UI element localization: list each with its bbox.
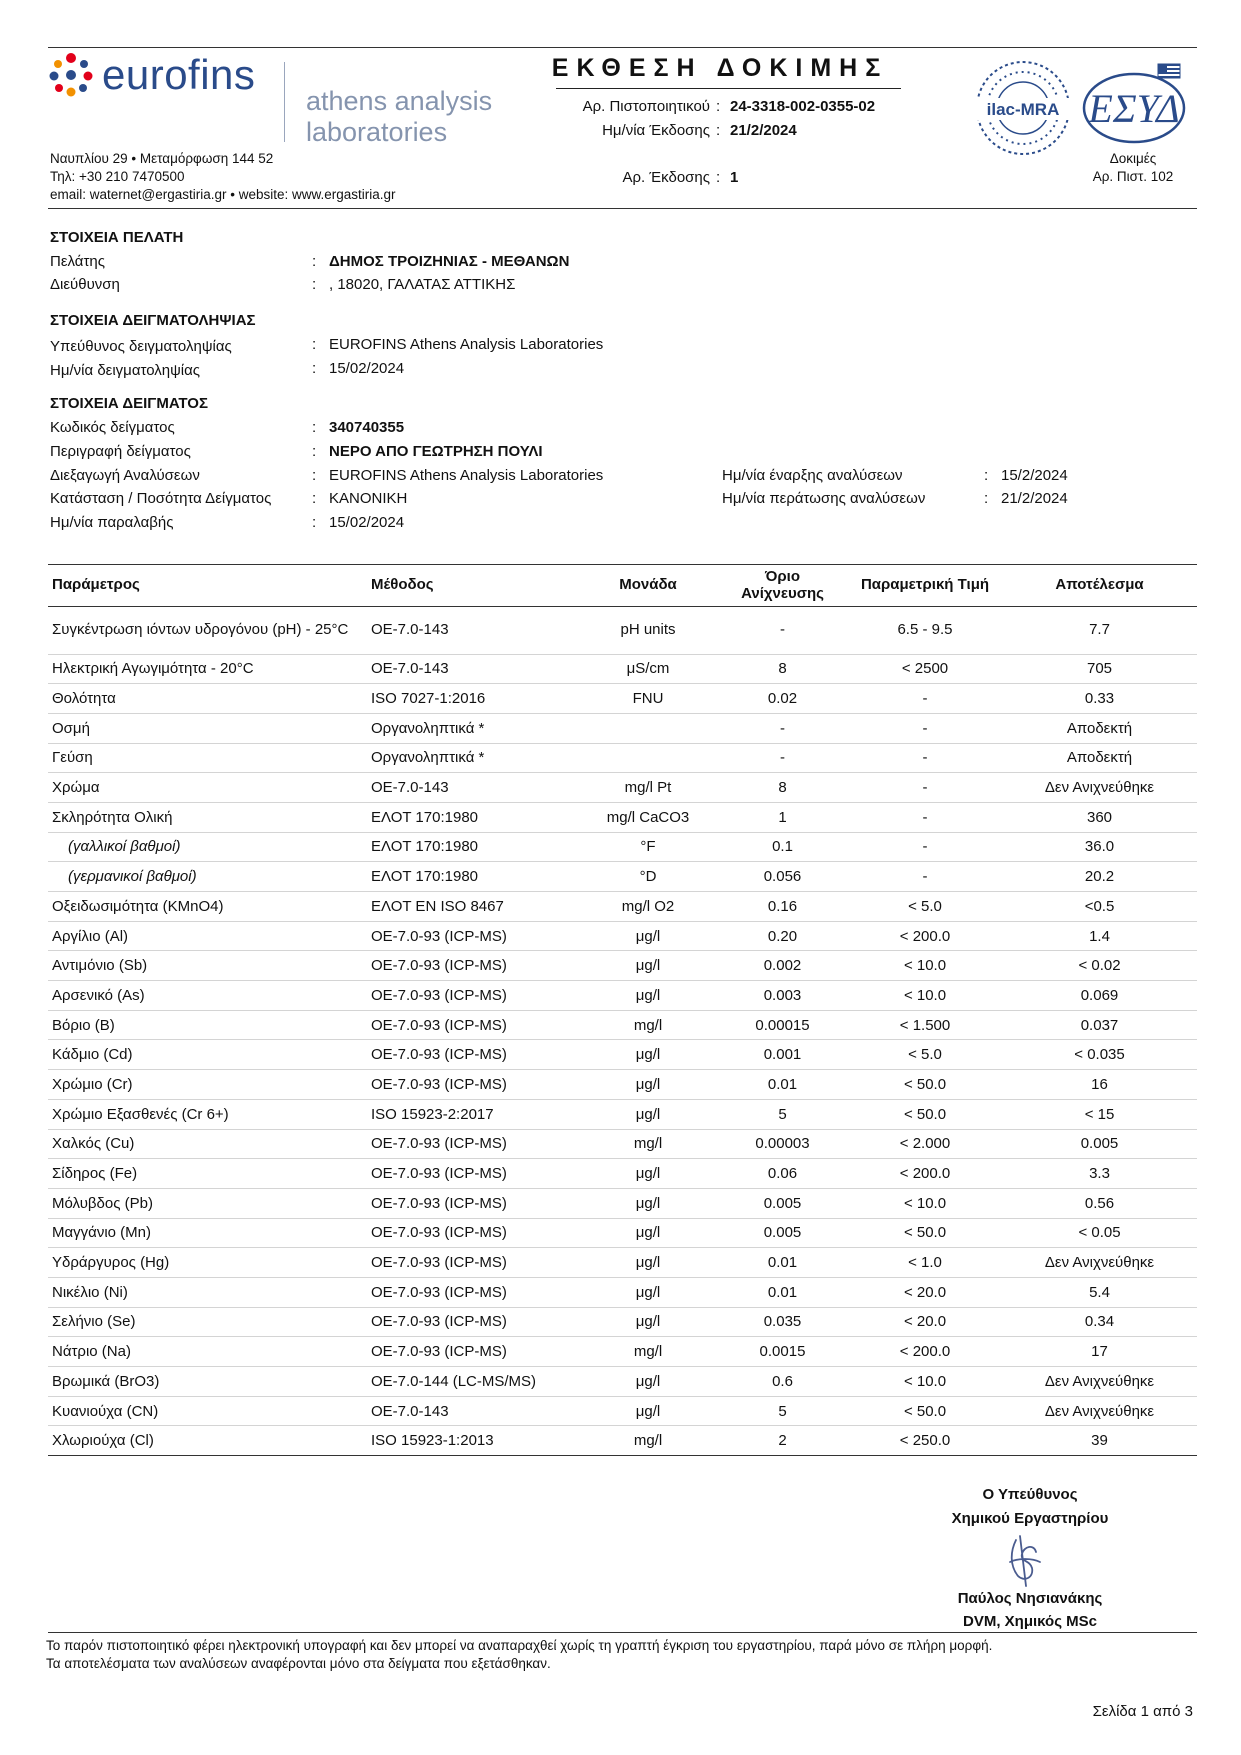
cell-result: 20.2 <box>1002 862 1197 892</box>
client-address-label: Διεύθυνση <box>50 276 120 293</box>
cell-limit: - <box>848 743 1002 773</box>
cell-limit: < 50.0 <box>848 1218 1002 1248</box>
received-label: Ημ/νία παραλαβής <box>50 514 174 531</box>
cell-limit: < 5.0 <box>848 1040 1002 1070</box>
client-name: ΔΗΜΟΣ ΤΡΟΙΖΗΝΙΑΣ - ΜΕΘΑΝΩΝ <box>329 253 570 270</box>
cell-result: Δεν Ανιχνεύθηκε <box>1002 1396 1197 1426</box>
colon: : <box>312 336 317 353</box>
cell-unit: μg/l <box>579 1277 717 1307</box>
header-lod-line2: Ανίχνευσης <box>741 584 824 602</box>
cell-limit: < 10.0 <box>848 951 1002 981</box>
cell-method: ΟΕ-7.0-93 (ICP-MS) <box>367 921 579 951</box>
cell-method: ΟΕ-7.0-93 (ICP-MS) <box>367 1188 579 1218</box>
cell-unit: μg/l <box>579 981 717 1011</box>
colon: : <box>312 514 317 531</box>
cell-method: ΟΕ-7.0-93 (ICP-MS) <box>367 1277 579 1307</box>
table-row <box>48 1337 1197 1367</box>
sample-desc-label: Περιγραφή δείγματος <box>50 443 191 460</box>
cell-result: Δεν Ανιχνεύθηκε <box>1002 1248 1197 1278</box>
cell-param: (γαλλικοί βαθμοί) <box>48 832 367 862</box>
sample-section-title: ΣΤΟΙΧΕΙΑ ΔΕΙΓΜΑΤΟΣ <box>50 395 208 412</box>
cell-result: 0.005 <box>1002 1129 1197 1159</box>
client-section-title: ΣΤΟΙΧΕΙΑ ΠΕΛΑΤΗ <box>50 229 184 246</box>
caption-line2: Αρ. Πιστ. 102 <box>1092 169 1174 184</box>
cell-result: 0.56 <box>1002 1188 1197 1218</box>
issue-date-label: Ημ/νία Έκδοσης <box>602 122 710 139</box>
cell-unit: mg/l <box>579 1129 717 1159</box>
cell-result: < 15 <box>1002 1099 1197 1129</box>
cell-unit: μg/l <box>579 1248 717 1278</box>
eurofins-logo <box>48 52 255 98</box>
cell-param: Χρώμιο (Cr) <box>48 1070 367 1100</box>
header-lod-line1: Όριο <box>765 567 800 585</box>
header-limit: Παραμετρική Τιμή <box>848 564 1002 606</box>
cell-unit: mg/l <box>579 1426 717 1456</box>
cell-limit: < 20.0 <box>848 1307 1002 1337</box>
colon: : <box>984 490 989 507</box>
table-header-row <box>48 564 1197 606</box>
cell-param: Χαλκός (Cu) <box>48 1129 367 1159</box>
cell-lod: 0.005 <box>717 1218 848 1248</box>
cell-lod: 0.6 <box>717 1367 848 1397</box>
cell-result: 39 <box>1002 1426 1197 1456</box>
analysis-start: 15/2/2024 <box>1001 467 1068 484</box>
cell-limit: < 10.0 <box>848 1188 1002 1218</box>
cell-result: Αποδεκτή <box>1002 713 1197 743</box>
cell-limit: < 2.000 <box>848 1129 1002 1159</box>
colon: : <box>312 443 317 460</box>
analysis-end: 21/2/2024 <box>1001 490 1068 507</box>
header-lod <box>717 564 848 606</box>
cell-result: < 0.05 <box>1002 1218 1197 1248</box>
cell-lod: 0.01 <box>717 1070 848 1100</box>
cell-unit: mg/l O2 <box>579 892 717 922</box>
handwritten-signature <box>996 1532 1056 1592</box>
cell-param: Χρώμιο Εξασθενές (Cr 6+) <box>48 1099 367 1129</box>
cell-lod: 0.005 <box>717 1188 848 1218</box>
cell-limit: - <box>848 684 1002 714</box>
title-underline <box>556 88 901 89</box>
cell-unit <box>579 713 717 743</box>
cell-param: Μαγγάνιο (Mn) <box>48 1218 367 1248</box>
cell-result: 0.037 <box>1002 1010 1197 1040</box>
table-row <box>48 981 1197 1011</box>
table-row <box>48 862 1197 892</box>
cell-unit: μg/l <box>579 1218 717 1248</box>
cell-result: Δεν Ανιχνεύθηκε <box>1002 1367 1197 1397</box>
cell-limit: - <box>848 713 1002 743</box>
cell-limit: - <box>848 773 1002 803</box>
cell-method: ΕΛΟΤ 170:1980 <box>367 832 579 862</box>
cell-lod: 0.00003 <box>717 1129 848 1159</box>
cell-lod: - <box>717 743 848 773</box>
cell-lod: 0.02 <box>717 684 848 714</box>
cell-method: ISO 15923-1:2013 <box>367 1426 579 1456</box>
cell-method: ΟΕ-7.0-93 (ICP-MS) <box>367 981 579 1011</box>
cell-unit <box>579 743 717 773</box>
cell-method: ΟΕ-7.0-93 (ICP-MS) <box>367 1129 579 1159</box>
cell-method: ΕΛΟΤ 170:1980 <box>367 862 579 892</box>
cell-param: Σκληρότητα Ολική <box>48 802 367 832</box>
cell-result: 7.7 <box>1002 606 1197 654</box>
logo-wordmark: eurofins <box>102 51 256 98</box>
cell-param: Γεύση <box>48 743 367 773</box>
table-row <box>48 1159 1197 1189</box>
cell-unit: FNU <box>579 684 717 714</box>
table-row <box>48 1099 1197 1129</box>
cell-lod: 0.1 <box>717 832 848 862</box>
cell-lod: - <box>717 606 848 654</box>
cell-lod: 0.01 <box>717 1277 848 1307</box>
caption-line1: Δοκιμές <box>1109 151 1157 166</box>
cell-param: Κυανιούχα (CN) <box>48 1396 367 1426</box>
cell-lod: 0.001 <box>717 1040 848 1070</box>
esyd-text: ΕΣΥΔ <box>1088 86 1180 131</box>
sampling-responsible: EUROFINS Athens Analysis Laboratories <box>329 336 604 353</box>
cell-param: Θολότητα <box>48 684 367 714</box>
esyd-icon <box>1080 62 1190 146</box>
cell-lod: 0.00015 <box>717 1010 848 1040</box>
esyd-logo <box>1080 62 1190 150</box>
cell-lod: 0.20 <box>717 921 848 951</box>
cell-method: Οργανοληπτικά * <box>367 743 579 773</box>
cell-param: Νάτριο (Na) <box>48 1337 367 1367</box>
cell-param: Ηλεκτρική Αγωγιμότητα - 20°C <box>48 654 367 684</box>
cell-lod: 0.003 <box>717 981 848 1011</box>
cell-limit: < 250.0 <box>848 1426 1002 1456</box>
cell-method: ISO 15923-2:2017 <box>367 1099 579 1129</box>
table-row <box>48 773 1197 803</box>
header-result: Αποτέλεσμα <box>1002 564 1197 606</box>
cell-param: Οξειδωσιμότητα (KMnO4) <box>48 892 367 922</box>
cell-result: 0.069 <box>1002 981 1197 1011</box>
issue-date: 21/2/2024 <box>730 122 797 139</box>
cell-limit: < 5.0 <box>848 892 1002 922</box>
table-row <box>48 892 1197 922</box>
colon: : <box>984 467 989 484</box>
signature-title: DVM, Χημικός MSc <box>962 1613 1098 1630</box>
issue-no: 1 <box>730 169 739 186</box>
table-row <box>48 1396 1197 1426</box>
cell-param: Συγκέντρωση ιόντων υδρογόνου (pH) - 25°C <box>48 606 367 654</box>
client-address: , 18020, ΓΑΛΑΤΑΣ ΑΤΤΙΚΗΣ <box>329 276 516 293</box>
issue-no-label: Αρ. Έκδοσης <box>622 169 710 186</box>
cell-param: Χλωριούχα (Cl) <box>48 1426 367 1456</box>
report-title: ΕΚΘΕΣΗ ΔΟΚΙΜΗΣ <box>551 54 889 82</box>
cell-method: ΟΕ-7.0-93 (ICP-MS) <box>367 1010 579 1040</box>
cell-result: 0.33 <box>1002 684 1197 714</box>
sampling-section-title: ΣΤΟΙΧΕΙΑ ΔΕΙΓΜΑΤΟΛΗΨΙΑΣ <box>50 312 256 329</box>
table-row <box>48 1218 1197 1248</box>
cell-result: 3.3 <box>1002 1159 1197 1189</box>
cell-method: ΟΕ-7.0-143 <box>367 654 579 684</box>
cell-param: Αντιμόνιο (Sb) <box>48 951 367 981</box>
cell-method: ΟΕ-7.0-143 <box>367 773 579 803</box>
cell-limit: < 200.0 <box>848 921 1002 951</box>
cell-result: Αποδεκτή <box>1002 743 1197 773</box>
analyses-label: Διεξαγωγή Αναλύσεων <box>50 467 200 484</box>
cell-lod: 8 <box>717 654 848 684</box>
cell-unit: mg/l Pt <box>579 773 717 803</box>
cell-method: ΕΛΟΤ EN ISO 8467 <box>367 892 579 922</box>
cell-param: Κάδμιο (Cd) <box>48 1040 367 1070</box>
cell-result: < 0.02 <box>1002 951 1197 981</box>
table-row <box>48 1277 1197 1307</box>
ilac-mra-logo <box>972 58 1074 162</box>
cert-no-label: Αρ. Πιστοποιητικού <box>582 98 710 115</box>
results-table <box>48 564 1197 1456</box>
cell-method: ΟΕ-7.0-143 <box>367 1396 579 1426</box>
cell-limit: 6.5 - 9.5 <box>848 606 1002 654</box>
sample-code: 340740355 <box>329 419 405 436</box>
cell-result: 0.34 <box>1002 1307 1197 1337</box>
cell-result: 360 <box>1002 802 1197 832</box>
cell-method: ΟΕ-7.0-93 (ICP-MS) <box>367 1218 579 1248</box>
cell-method: ΟΕ-7.0-93 (ICP-MS) <box>367 951 579 981</box>
cell-limit: - <box>848 802 1002 832</box>
signature-role: Ο Υπεύθυνος <box>982 1486 1078 1503</box>
table-row <box>48 606 1197 654</box>
top-rule <box>48 47 1197 48</box>
table-row <box>48 1307 1197 1337</box>
signature-scribble-icon <box>996 1532 1056 1588</box>
table-row <box>48 1367 1197 1397</box>
table-row <box>48 1070 1197 1100</box>
cell-unit: mg/l CaCO3 <box>579 802 717 832</box>
cell-result: Δεν Ανιχνεύθηκε <box>1002 773 1197 803</box>
cell-method: Οργανοληπτικά * <box>367 713 579 743</box>
cell-lod: 0.056 <box>717 862 848 892</box>
cell-unit: μg/l <box>579 951 717 981</box>
footer-note-results: Τα αποτελέσματα των αναλύσεων αναφέρονται μόνο στα δείγματα που εξετάσθηκαν. <box>46 1656 551 1671</box>
signature-dept: Χημικού Εργαστηρίου <box>951 1510 1109 1527</box>
condition-label: Κατάσταση / Ποσότητα Δείγματος <box>50 490 272 507</box>
cell-result: 705 <box>1002 654 1197 684</box>
analyses-lab: EUROFINS Athens Analysis Laboratories <box>329 467 604 484</box>
cell-limit: < 20.0 <box>848 1277 1002 1307</box>
cell-lod: 0.01 <box>717 1248 848 1278</box>
cell-method: ΟΕ-7.0-93 (ICP-MS) <box>367 1307 579 1337</box>
cell-unit: μS/cm <box>579 654 717 684</box>
cell-lod: 1 <box>717 802 848 832</box>
table-row <box>48 802 1197 832</box>
cell-unit: °F <box>579 832 717 862</box>
colon: : <box>312 360 317 377</box>
signature-name: Παύλος Νησιανάκης <box>957 1590 1103 1607</box>
address-line: Ναυπλίου 29 • Μεταμόρφωση 144 52 <box>50 151 274 166</box>
table-row <box>48 654 1197 684</box>
table-row <box>48 1129 1197 1159</box>
table-row <box>48 1248 1197 1278</box>
cell-unit: μg/l <box>579 1367 717 1397</box>
client-name-label: Πελάτης <box>50 253 105 270</box>
cell-limit: < 50.0 <box>848 1070 1002 1100</box>
cell-result: 1.4 <box>1002 921 1197 951</box>
cell-method: ΟΕ-7.0-93 (ICP-MS) <box>367 1248 579 1278</box>
header-unit: Μονάδα <box>579 564 717 606</box>
cell-lod: 8 <box>717 773 848 803</box>
cell-limit: < 1.0 <box>848 1248 1002 1278</box>
colon: : <box>716 122 721 139</box>
cell-lod: 5 <box>717 1099 848 1129</box>
cell-lod: 0.16 <box>717 892 848 922</box>
table-row <box>48 1426 1197 1456</box>
table-row <box>48 951 1197 981</box>
cell-unit: μg/l <box>579 1099 717 1129</box>
cell-limit: < 10.0 <box>848 981 1002 1011</box>
colon: : <box>312 276 317 293</box>
cell-result: 36.0 <box>1002 832 1197 862</box>
sub-brand-line1: athens analysis <box>306 86 493 116</box>
table-row <box>48 743 1197 773</box>
cell-unit: mg/l <box>579 1010 717 1040</box>
header-param: Παράμετρος <box>48 564 367 606</box>
logo-divider <box>284 62 285 142</box>
cell-unit: pH units <box>579 606 717 654</box>
cell-lod: - <box>717 713 848 743</box>
cell-unit: μg/l <box>579 1070 717 1100</box>
cell-limit: < 2500 <box>848 654 1002 684</box>
cell-result: 16 <box>1002 1070 1197 1100</box>
cell-limit: - <box>848 862 1002 892</box>
cell-param: Σελήνιο (Se) <box>48 1307 367 1337</box>
cell-method: ΟΕ-7.0-93 (ICP-MS) <box>367 1040 579 1070</box>
sampling-date: 15/02/2024 <box>329 360 405 377</box>
accreditation-caption <box>1078 150 1188 186</box>
cell-limit: < 50.0 <box>848 1396 1002 1426</box>
cell-param: Υδράργυρος (Hg) <box>48 1248 367 1278</box>
cell-unit: μg/l <box>579 921 717 951</box>
colon: : <box>716 169 721 186</box>
sub-brand <box>306 86 492 148</box>
ilac-mra-text: ilac-MRA <box>986 100 1060 119</box>
page-number: Σελίδα 1 από 3 <box>1092 1703 1193 1720</box>
cell-lod: 0.002 <box>717 951 848 981</box>
cell-lod: 0.06 <box>717 1159 848 1189</box>
table-row <box>48 1188 1197 1218</box>
cell-method: ΟΕ-7.0-93 (ICP-MS) <box>367 1337 579 1367</box>
cell-limit: < 50.0 <box>848 1099 1002 1129</box>
cell-param: Νικέλιο (Ni) <box>48 1277 367 1307</box>
cell-unit: μg/l <box>579 1307 717 1337</box>
table-row <box>48 1040 1197 1070</box>
analysis-start-label: Ημ/νία έναρξης αναλύσεων <box>722 467 903 484</box>
footer-note-signature: Το παρόν πιστοποιητικό φέρει ηλεκτρονική υπογραφή και δεν μπορεί να αναπαραχθεί χωρίς τη γραπτή έγκριση του εργαστηρίου, παρά μόνο σε πλήρη μορφή. <box>46 1638 993 1653</box>
colon: : <box>312 253 317 270</box>
header-method: Μέθοδος <box>367 564 579 606</box>
cell-limit: < 1.500 <box>848 1010 1002 1040</box>
cell-unit: μg/l <box>579 1188 717 1218</box>
cell-method: ΟΕ-7.0-144 (LC-MS/MS) <box>367 1367 579 1397</box>
colon: : <box>716 98 721 115</box>
cell-limit: < 10.0 <box>848 1367 1002 1397</box>
cell-param: Οσμή <box>48 713 367 743</box>
cell-param: Σίδηρος (Fe) <box>48 1159 367 1189</box>
lab-address <box>50 150 396 204</box>
cell-limit: - <box>848 832 1002 862</box>
cell-method: ΟΕ-7.0-93 (ICP-MS) <box>367 1070 579 1100</box>
cell-param: Αργίλιο (Al) <box>48 921 367 951</box>
cell-unit: μg/l <box>579 1396 717 1426</box>
cell-param: Βρωμικά (BrO3) <box>48 1367 367 1397</box>
cell-unit: μg/l <box>579 1040 717 1070</box>
cell-lod: 2 <box>717 1426 848 1456</box>
cell-lod: 0.0015 <box>717 1337 848 1367</box>
cell-method: ΟΕ-7.0-143 <box>367 606 579 654</box>
cell-method: ΕΛΟΤ 170:1980 <box>367 802 579 832</box>
sub-brand-line2: laboratories <box>306 117 448 147</box>
cell-lod: 0.035 <box>717 1307 848 1337</box>
sample-desc: ΝΕΡΟ ΑΠΟ ΓΕΩΤΡΗΣΗ ΠΟΥΛΙ <box>329 443 543 460</box>
table-row <box>48 832 1197 862</box>
received-date: 15/02/2024 <box>329 514 405 531</box>
colon: : <box>312 467 317 484</box>
cell-result: 5.4 <box>1002 1277 1197 1307</box>
footer-notes <box>46 1637 992 1673</box>
sampling-responsible-label: Υπεύθυνος δειγματοληψίας <box>50 338 232 355</box>
cell-param: Αρσενικό (As) <box>48 981 367 1011</box>
table-row <box>48 684 1197 714</box>
cell-unit: mg/l <box>579 1337 717 1367</box>
cell-param: Χρώμα <box>48 773 367 803</box>
table-row <box>48 713 1197 743</box>
cell-lod: 5 <box>717 1396 848 1426</box>
sampling-date-label: Ημ/νία δειγματοληψίας <box>50 362 201 379</box>
colon: : <box>312 490 317 507</box>
eurofins-dots-icon <box>48 52 94 98</box>
header-rule <box>48 208 1197 209</box>
cell-param: Βόριο (B) <box>48 1010 367 1040</box>
colon: : <box>312 419 317 436</box>
cell-limit: < 200.0 <box>848 1337 1002 1367</box>
footer-rule <box>48 1632 1197 1633</box>
condition: ΚΑΝΟΝΙΚΗ <box>329 490 408 507</box>
contact-line: email: waternet@ergastiria.gr • website: www.ergastiria.gr <box>50 187 396 202</box>
cert-no: 24-3318-002-0355-02 <box>730 98 876 115</box>
cell-param: Μόλυβδος (Pb) <box>48 1188 367 1218</box>
table-row <box>48 1010 1197 1040</box>
cell-unit: μg/l <box>579 1159 717 1189</box>
phone-line: Τηλ: +30 210 7470500 <box>50 169 185 184</box>
table-row <box>48 921 1197 951</box>
analysis-end-label: Ημ/νία περάτωσης αναλύσεων <box>722 490 926 507</box>
sample-code-label: Κωδικός δείγματος <box>50 419 175 436</box>
cell-unit: °D <box>579 862 717 892</box>
cell-result: <0.5 <box>1002 892 1197 922</box>
cell-limit: < 200.0 <box>848 1159 1002 1189</box>
ilac-mra-icon <box>972 58 1074 158</box>
cell-method: ΟΕ-7.0-93 (ICP-MS) <box>367 1159 579 1189</box>
cell-result: < 0.035 <box>1002 1040 1197 1070</box>
cell-method: ISO 7027-1:2016 <box>367 684 579 714</box>
cell-result: 17 <box>1002 1337 1197 1367</box>
cell-param: (γερμανικοί βαθμοί) <box>48 862 367 892</box>
